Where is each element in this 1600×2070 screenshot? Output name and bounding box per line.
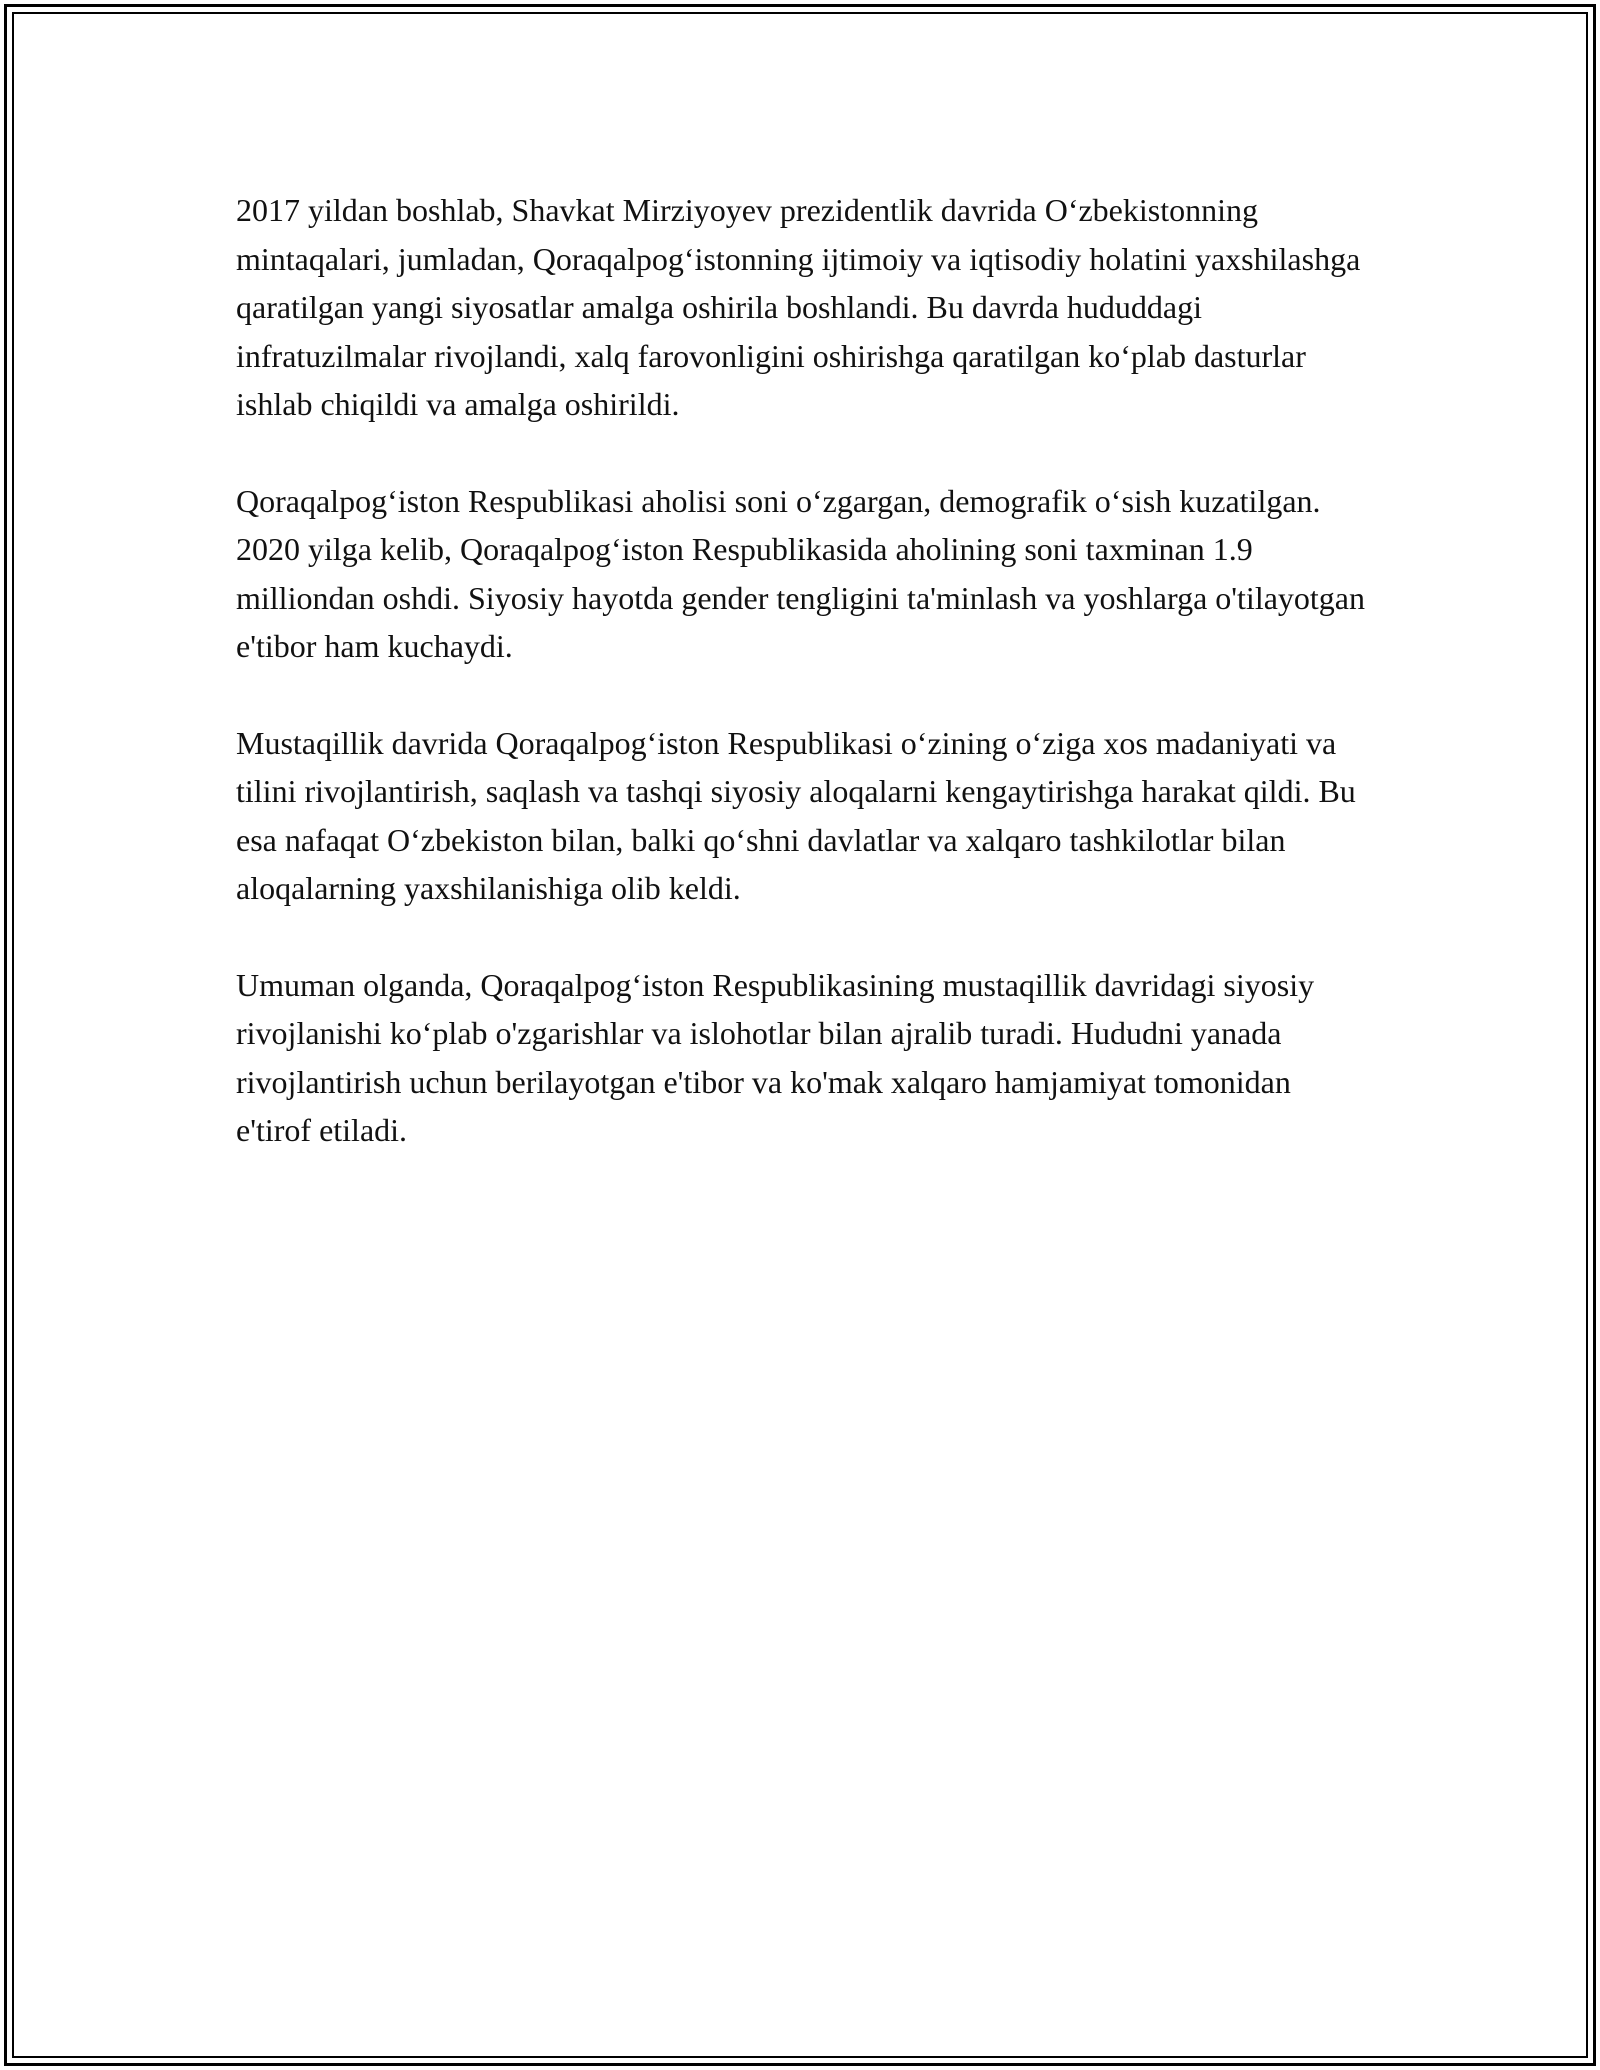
document-body [236,186,1366,1203]
paragraph-4: Umuman olganda, Qoraqalpog‘iston Respublikasining mustaqillik davridagi siyosiy rivojlanishi ko‘plab o'zgarishlar va islohotlar bilan ajralib turadi. Hududni yanada rivojlantirish uchun berilayotgan e'tibor va ko'mak xalqaro hamjamiyat tomonidan e'tirof etiladi. [236,966,1315,1148]
paragraph-3: Mustaqillik davrida Qoraqalpog‘iston Respublikasi o‘zining o‘ziga xos madaniyati va tilini rivojlantirish, saqlash va tashqi siyosiy aloqalarni kengaytirishga harakat qildi. Bu esa nafaqat O‘zbekiston bilan, balki qo‘shni davlatlar va xalqaro tashkilotlar bilan aloqalarning yaxshilanishiga olib keldi. [236,724,1356,906]
paragraph-1: 2017 yildan boshlab, Shavkat Mirziyoyev prezidentlik davrida O‘zbekistonning mintaqalari, jumladan, Qoraqalpog‘istonning ijtimoiy va iqtisodiy holatini yaxshilashga qaratilgan yangi siyosatlar amalga oshirila boshlandi. Bu davrda hududdagi infratuzilmalar rivojlandi, xalq farovonligini oshirishga qaratilgan ko‘plab dasturlar ishlab chiqildi va amalga oshirildi. [236,192,1361,422]
paragraph-2: Qoraqalpog‘iston Respublikasi aholisi soni o‘zgargan, demografik o‘sish kuzatilgan. 2020 yilga kelib, Qoraqalpog‘iston Respublikasida aholining soni taxminan 1.9 milliondan oshdi. Siyosiy hayotda gender tengligini ta'minlash va yoshlarga o'tilayotgan e'tibor ham kuchaydi. [236,482,1365,664]
